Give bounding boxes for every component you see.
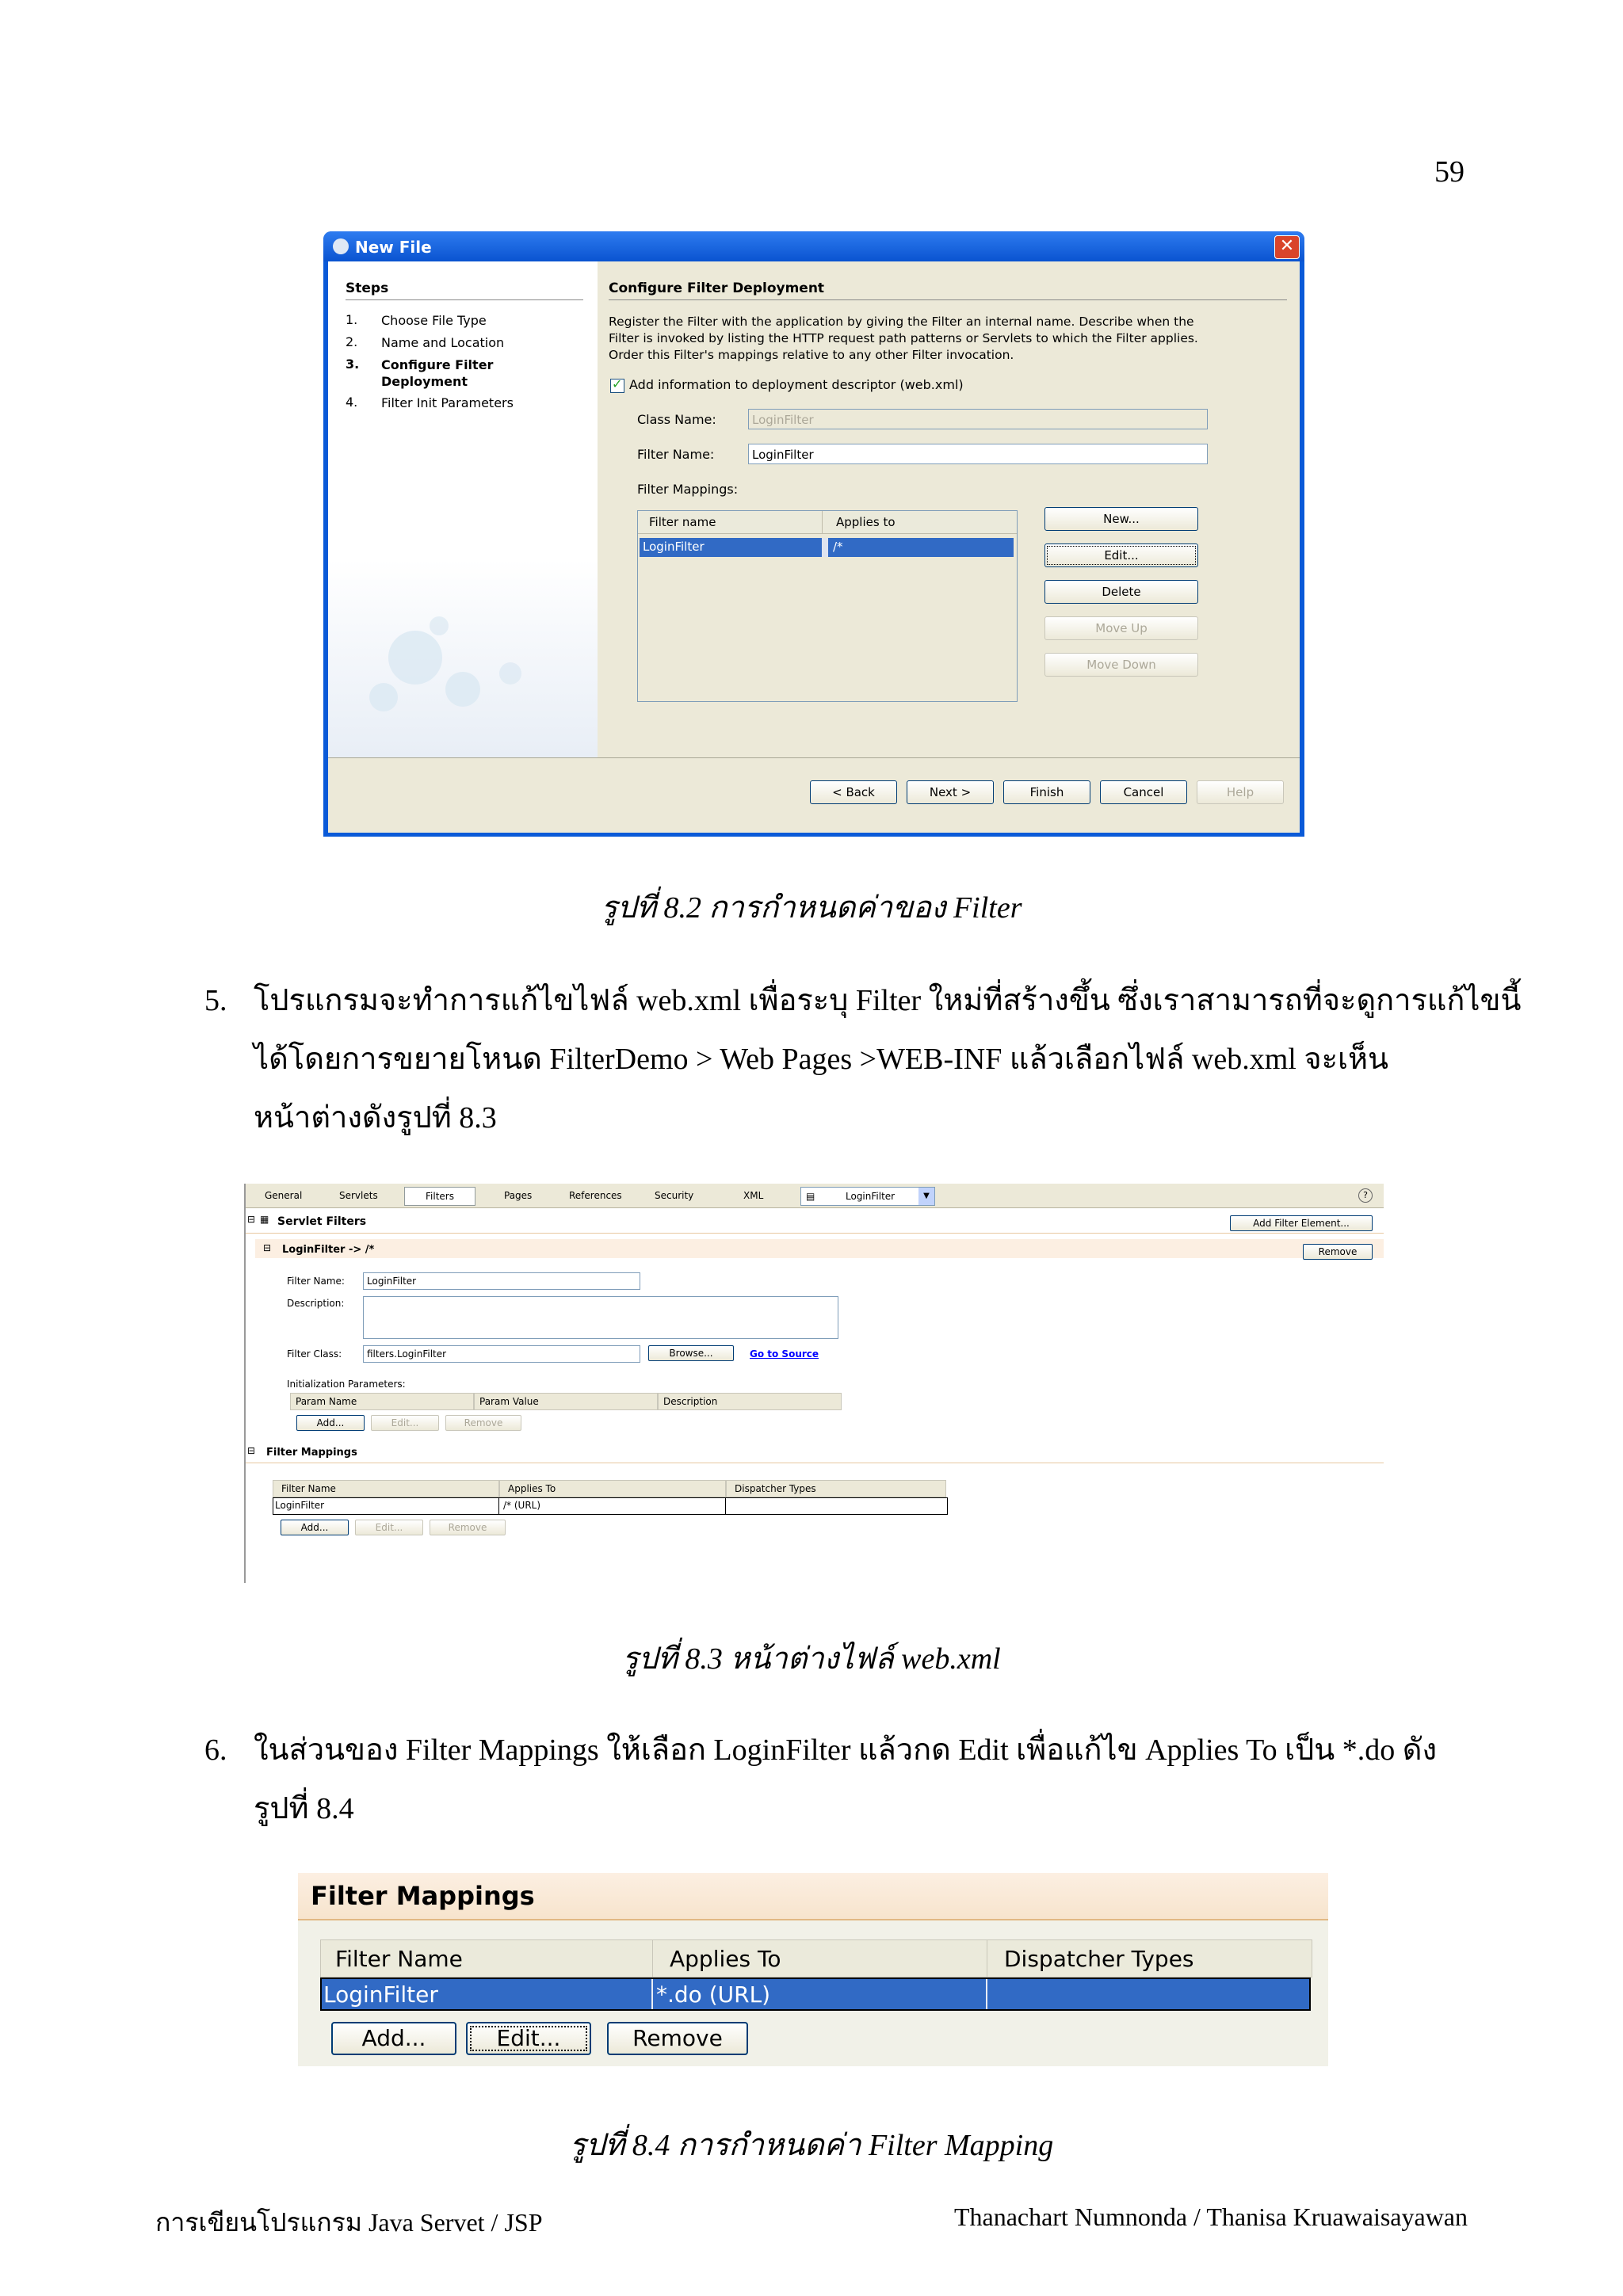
column-divider [652, 1940, 653, 1977]
steps-panel [328, 261, 598, 757]
step-label: Filter Init Parameters [381, 395, 514, 410]
tab-references[interactable]: References [569, 1190, 622, 1201]
remove-filter-button[interactable]: Remove [1303, 1244, 1373, 1260]
class-name-label: Class Name: [637, 412, 716, 427]
move-up-button[interactable]: Move Up [1044, 616, 1198, 640]
row-filter-name: LoginFilter [323, 1981, 438, 2008]
cell-divider [498, 1498, 499, 1514]
column-header[interactable]: Dispatcher Types [1004, 1946, 1194, 1972]
next-button[interactable]: Next > [907, 780, 994, 804]
collapse-icon[interactable]: ⊟ [247, 1214, 256, 1225]
tab-pages[interactable]: Pages [504, 1190, 533, 1201]
caption-8-3: รูปที่ 8.3 หน้าต่างไฟล์ web.xml [622, 1642, 1001, 1676]
description-field[interactable] [363, 1296, 838, 1339]
new-file-dialog [323, 231, 1304, 837]
finish-button[interactable]: Finish [1003, 780, 1090, 804]
edit-button[interactable]: Edit... [1044, 543, 1198, 567]
table-header [638, 511, 1017, 534]
web-xml-editor [244, 1184, 1384, 1583]
filter-class-label: Filter Class: [287, 1348, 342, 1360]
page-number: 59 [1434, 155, 1465, 189]
step-label: Choose File Type [381, 313, 487, 328]
filter-class-field[interactable]: filters.LoginFilter [363, 1345, 640, 1363]
go-to-source-link[interactable]: Go to Source [750, 1348, 819, 1360]
paragraph-line: ได้โดยการขยายโหนด FilterDemo > Web Pages >WEB-INF แล้วเลือกไฟล์ web.xml จะเห็น [254, 1043, 1389, 1076]
paragraph-line: หน้าต่างดังรูปที่ 8.3 [254, 1101, 497, 1135]
column-header[interactable]: Applies To [499, 1480, 726, 1497]
browse-button[interactable]: Browse... [648, 1345, 734, 1361]
document-icon: ▤ [806, 1191, 815, 1202]
dialog-titlebar [323, 231, 1304, 261]
section-title: Filter Mappings [311, 1881, 535, 1911]
table-header [320, 1939, 1312, 1978]
back-button[interactable]: < Back [810, 780, 897, 804]
configure-pane [598, 261, 1300, 757]
row-filter-name: LoginFilter [643, 540, 705, 554]
paragraph-line: โปรแกรมจะทำการแก้ไขไฟล์ web.xml เพื่อระบุ Filter ใหม่ที่สร้างขึ้น ซึ่งเราสามารถที่จะดูการแก้ไขนี้ [254, 984, 1522, 1017]
mapping-remove-button[interactable]: Remove [430, 1520, 506, 1535]
collapse-icon[interactable]: ⊟ [263, 1242, 272, 1253]
step-num: 3. [346, 357, 360, 372]
table-row[interactable] [320, 1978, 1311, 2011]
cell-divider [725, 1498, 726, 1514]
column-header[interactable]: Applies To [670, 1946, 781, 1972]
column-header[interactable]: Param Name [290, 1393, 474, 1410]
edit-button[interactable]: Edit... [466, 2022, 591, 2055]
cell-divider [651, 1979, 653, 2009]
step-num: 4. [346, 395, 358, 410]
column-header[interactable]: Applies to [836, 515, 896, 529]
steps-divider [346, 299, 583, 300]
filter-mappings-label: Filter Mappings: [637, 482, 739, 497]
table-row[interactable] [640, 538, 1014, 557]
description-label: Description: [287, 1298, 345, 1309]
table-row[interactable] [273, 1497, 948, 1515]
panel-description: Register the Filter with the application by giving the Filter an internal name. Describe when the Filter is invoked by listing the HTTP request path patterns or Servlets to which the Filter applies. Order this Filter's mappings relative to any other Filter invocation. [609, 315, 1198, 362]
row-applies-to: /* (URL) [503, 1500, 541, 1511]
param-remove-button[interactable]: Remove [445, 1415, 521, 1431]
wizard-button-bar [328, 757, 1300, 833]
tab-servlets[interactable]: Servlets [339, 1190, 378, 1201]
decorative-bubbles [344, 594, 582, 753]
tab-xml[interactable]: XML [743, 1190, 764, 1201]
step-num: 1. [346, 312, 358, 327]
step-label: Name and Location [381, 335, 505, 350]
panel-divider [609, 299, 1287, 300]
paragraph-line: รูปที่ 8.4 [254, 1792, 354, 1825]
tab-security[interactable]: Security [655, 1190, 694, 1201]
filter-mappings-header: Filter Mappings [266, 1447, 357, 1459]
editor-tabs [246, 1184, 1384, 1208]
section-rule [246, 1233, 1384, 1234]
item-number: 6. [204, 1733, 227, 1767]
close-icon[interactable]: ✕ [1274, 235, 1300, 259]
filter-combo[interactable] [800, 1187, 935, 1206]
param-add-button[interactable]: Add... [296, 1415, 365, 1431]
filter-name-label: Filter Name: [637, 447, 715, 462]
move-down-button[interactable]: Move Down [1044, 653, 1198, 677]
new-button[interactable]: New... [1044, 507, 1198, 531]
servlet-filters-header: Servlet Filters [277, 1215, 367, 1228]
steps-header: Steps [346, 280, 389, 296]
column-header[interactable]: Filter Name [273, 1480, 499, 1497]
row-applies-to: /* [833, 540, 843, 554]
help-button[interactable]: Help [1197, 780, 1284, 804]
filter-name-field[interactable]: LoginFilter [748, 444, 1208, 464]
loginfilter-band [255, 1239, 1384, 1258]
column-header[interactable]: Dispatcher Types [726, 1480, 946, 1497]
column-divider [822, 511, 823, 533]
section-band [298, 1873, 1328, 1920]
mapping-add-button[interactable]: Add... [281, 1520, 349, 1535]
tab-general[interactable]: General [265, 1190, 303, 1201]
checkbox-label: Add information to deployment descriptor (web.xml) [629, 377, 964, 392]
filter-name-field[interactable]: LoginFilter [363, 1272, 640, 1290]
footer-right: Thanachart Numnonda / Thanisa Kruawaisayawan [953, 2203, 1468, 2231]
help-icon[interactable]: ? [1358, 1188, 1373, 1203]
dialog-title: New File [355, 238, 432, 257]
cell-divider [822, 538, 828, 557]
footer-left: การเขียนโปรแกรม Java Servet / JSP [155, 2208, 543, 2237]
delete-button[interactable]: Delete [1044, 580, 1198, 604]
servlet-filters-icon: ▦ [260, 1214, 269, 1225]
remove-button[interactable]: Remove [607, 2022, 748, 2055]
item-number: 5. [204, 984, 227, 1017]
cell-divider [986, 1979, 987, 2009]
combo-value: LoginFilter [846, 1191, 896, 1202]
row-filter-name: LoginFilter [275, 1500, 325, 1511]
panel-header: Configure Filter Deployment [609, 280, 825, 296]
column-header[interactable]: Filter name [649, 515, 716, 529]
collapse-icon[interactable]: ⊟ [247, 1445, 256, 1456]
add-button[interactable]: Add... [331, 2022, 456, 2055]
class-name-field: LoginFilter [748, 409, 1208, 429]
netbeans-cube-icon [333, 238, 349, 254]
param-edit-button[interactable]: Edit... [371, 1415, 439, 1431]
filter-name-label: Filter Name: [287, 1276, 345, 1287]
chevron-down-icon[interactable]: ▼ [918, 1188, 934, 1205]
caption-8-2: รูปที่ 8.2 การกำหนดค่าของ Filter [601, 891, 1022, 925]
column-header[interactable]: Filter Name [335, 1946, 463, 1972]
step-label: Configure Filter Deployment [381, 357, 494, 389]
column-header[interactable]: Param Value [474, 1393, 658, 1410]
tab-filters[interactable]: Filters [404, 1187, 475, 1206]
dialog-client [328, 261, 1300, 832]
step-num: 2. [346, 334, 358, 349]
add-filter-element-button[interactable]: Add Filter Element... [1230, 1215, 1373, 1231]
row-applies-to: *.do (URL) [656, 1981, 771, 2008]
init-params-label: Initialization Parameters: [287, 1379, 406, 1390]
column-header[interactable]: Description [658, 1393, 842, 1410]
filter-mappings-zoom [298, 1873, 1328, 2066]
mapping-edit-button[interactable]: Edit... [355, 1520, 423, 1535]
loginfilter-header: LoginFilter -> /* [282, 1244, 375, 1256]
caption-8-4: รูปที่ 8.4 การกำหนดค่า Filter Mapping [569, 2129, 1054, 2162]
deployment-descriptor-checkbox[interactable] [610, 379, 624, 393]
paragraph-line: ในส่วนของ Filter Mappings ให้เลือก LoginFilter แล้วกด Edit เพื่อแก้ไข Applies To เป็น *.do ดัง [254, 1733, 1438, 1767]
filter-mappings-table [637, 510, 1018, 702]
cancel-button[interactable]: Cancel [1100, 780, 1187, 804]
